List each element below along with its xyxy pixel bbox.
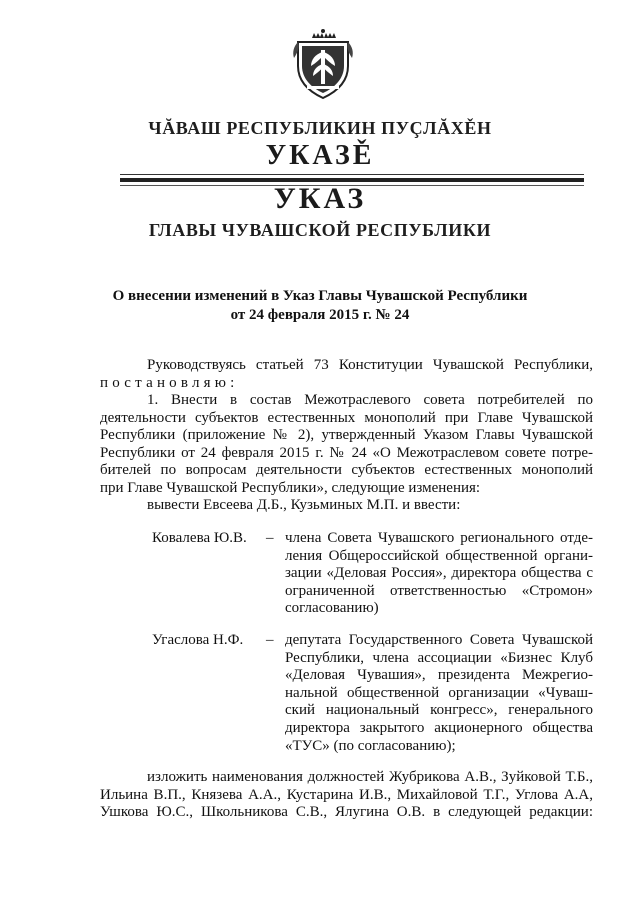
- member-description: [285, 632, 593, 755]
- member-name: Угаслова Н.Ф.: [152, 632, 244, 648]
- body-line: при Главе Чувашской Республики», следующие изменения:: [100, 480, 481, 496]
- russian-title-line1: УКАЗ: [273, 182, 367, 215]
- russian-title-line2: ГЛАВЫ ЧУВАШСКОЙ РЕСПУБЛИКИ: [148, 220, 492, 240]
- member-description-line: депутата Государственного Совета Чувашской: [285, 632, 593, 648]
- body-line-decree-word: постановляю:: [100, 375, 239, 391]
- member-description-line: нальной общественной организации «Чуваш-: [285, 684, 593, 701]
- member-description-line: «ТУС» (по согласованию);: [285, 737, 456, 754]
- member-description-line: «Деловая Чувашия», президента Межрегио-: [285, 667, 593, 684]
- member-description-line: директора закрытого акционерного общества: [285, 719, 593, 736]
- member-description-line: Республики, члена ассоциации «Бизнес Клуб: [285, 649, 593, 666]
- body-line: Республики от 24 февраля 2015 г. № 24 «О Межотраслевом совете потре-: [100, 445, 593, 461]
- member-dash: –: [266, 632, 274, 648]
- decree-subject: [90, 287, 550, 325]
- member-description-line: зации «Деловая Россия», директора общества с: [285, 565, 593, 582]
- member-description-line: ления Общероссийской общественной органи-: [285, 547, 593, 564]
- body-line: Республики (приложение № 2), утвержденный Указом Главы Чувашской: [100, 427, 593, 443]
- body-line: Руководствуясь статьей 73 Конституции Чувашской Республики,: [147, 357, 593, 373]
- member-description-line: члена Совета Чувашского регионального отде-: [285, 530, 593, 546]
- body-line: бителей по вопросам деятельности субъектов естественных монополий: [100, 462, 593, 478]
- subject-line2: от 24 февраля 2015 г. № 24: [230, 307, 410, 323]
- chuvash-title-line1: ЧĂВАШ РЕСПУБЛИКИН ПУÇЛĂХĚН: [148, 118, 492, 138]
- member-dash: –: [266, 530, 274, 546]
- member-description-line: согласованию): [285, 600, 379, 617]
- member-description-line: ский национальный конгресс», генерального: [285, 702, 593, 719]
- closing-line: Ушкова Ю.С., Школьникова С.В., Ялугина О.В. в следующей редакции:: [100, 804, 593, 820]
- chuvash-title-line2: УКАЗĚ: [265, 140, 375, 171]
- subject-line1: О внесении изменений в Указ Главы Чувашской Республики: [112, 288, 528, 304]
- body-line: деятельности субъектов естественных монополий при Главе Чувашской: [100, 410, 593, 426]
- chuvash-republic-emblem-icon: [292, 28, 354, 100]
- header-separator-thin: [120, 174, 584, 175]
- body-line: вывести Евсеева Д.Б., Кузьминых М.П. и ввести:: [147, 497, 461, 513]
- body-line: 1. Внести в состав Межотраслевого совета потребителей по: [147, 392, 593, 408]
- closing-line: Ильина В.П., Князева А.А., Кустарина И.В., Михайловой Т.Г., Углова А.А,: [100, 787, 593, 803]
- member-description-line: ограниченной ответственностью «Стромон»: [285, 582, 593, 599]
- member-description: [285, 530, 593, 618]
- member-name: Ковалева Ю.В.: [152, 530, 247, 546]
- closing-line: изложить наименования должностей Жубрикова А.В., Зуйковой Т.Б.,: [147, 769, 593, 785]
